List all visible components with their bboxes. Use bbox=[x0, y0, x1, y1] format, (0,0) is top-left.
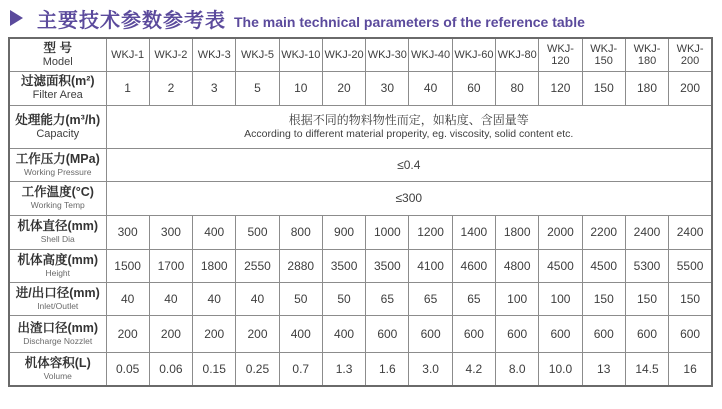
param-label-cell bbox=[9, 215, 106, 249]
value-cell: 65 bbox=[452, 282, 495, 315]
value-cell: 600 bbox=[539, 315, 582, 352]
value-cell: 0.05 bbox=[106, 352, 149, 386]
value-cell: 3500 bbox=[322, 249, 365, 282]
value-cell: 600 bbox=[625, 315, 668, 352]
value-cell: 5300 bbox=[625, 249, 668, 282]
param-label-cell bbox=[9, 71, 106, 105]
param-label-en: Shell Dia bbox=[40, 234, 75, 244]
model-header-cell: WKJ-120 bbox=[539, 38, 582, 71]
value-cell: 300 bbox=[149, 215, 192, 249]
value-cell: 150 bbox=[669, 282, 712, 315]
table-row bbox=[9, 249, 712, 282]
value-cell: 10 bbox=[279, 71, 322, 105]
value-cell: 180 bbox=[625, 71, 668, 105]
merged-value: ≤300 bbox=[395, 191, 423, 205]
param-label-zh: 机体直径(mm) bbox=[17, 219, 99, 233]
value-cell: 2550 bbox=[236, 249, 279, 282]
table-header-row bbox=[9, 38, 712, 71]
value-cell: 65 bbox=[366, 282, 409, 315]
table-row bbox=[9, 352, 712, 386]
value-cell: 900 bbox=[322, 215, 365, 249]
param-label-cell bbox=[9, 282, 106, 315]
value-cell: 2200 bbox=[582, 215, 625, 249]
value-cell: 1800 bbox=[496, 215, 539, 249]
value-cell: 200 bbox=[193, 315, 236, 352]
value-cell: 16 bbox=[669, 352, 712, 386]
value-cell: 2400 bbox=[669, 215, 712, 249]
model-label-en: Model bbox=[42, 55, 73, 68]
param-label-zh: 过滤面积(m²) bbox=[20, 74, 95, 88]
value-cell: 40 bbox=[193, 282, 236, 315]
merged-value-cell bbox=[106, 181, 712, 215]
param-label-en: Working Pressure bbox=[24, 166, 92, 177]
value-cell: 400 bbox=[193, 215, 236, 249]
value-cell: 600 bbox=[582, 315, 625, 352]
param-label-cell bbox=[9, 105, 106, 148]
value-cell: 4.2 bbox=[452, 352, 495, 386]
value-cell: 600 bbox=[409, 315, 452, 352]
value-cell: 150 bbox=[582, 71, 625, 105]
value-cell: 800 bbox=[279, 215, 322, 249]
value-cell: 120 bbox=[539, 71, 582, 105]
value-cell: 30 bbox=[366, 71, 409, 105]
value-cell: 400 bbox=[279, 315, 322, 352]
value-cell: 0.06 bbox=[149, 352, 192, 386]
model-label-zh: 型 号 bbox=[43, 40, 72, 55]
param-label-en: Inlet/Outlet bbox=[37, 300, 79, 311]
model-header-cell: WKJ-20 bbox=[322, 38, 365, 71]
value-cell: 100 bbox=[496, 282, 539, 315]
value-cell: 1500 bbox=[106, 249, 149, 282]
title-english: The main technical parameters of the reference table bbox=[234, 13, 585, 30]
param-label-en: Filter Area bbox=[32, 89, 83, 101]
value-cell: 200 bbox=[669, 71, 712, 105]
model-header-cell: WKJ-180 bbox=[625, 38, 668, 71]
value-cell: 200 bbox=[106, 315, 149, 352]
right-triangle-icon bbox=[10, 10, 23, 26]
value-cell: 8.0 bbox=[496, 352, 539, 386]
merged-value: ≤0.4 bbox=[397, 157, 421, 172]
value-cell: 14.5 bbox=[625, 352, 668, 386]
value-cell: 20 bbox=[322, 71, 365, 105]
model-header-cell: WKJ-40 bbox=[409, 38, 452, 71]
param-label-cell bbox=[9, 249, 106, 282]
value-cell: 4100 bbox=[409, 249, 452, 282]
value-cell: 1000 bbox=[366, 215, 409, 249]
value-cell: 3500 bbox=[366, 249, 409, 282]
param-label-cell bbox=[9, 315, 106, 352]
value-cell: 100 bbox=[539, 282, 582, 315]
value-cell: 4500 bbox=[582, 249, 625, 282]
param-label-zh: 工作温度(°C) bbox=[21, 185, 94, 199]
model-header-cell: WKJ-2 bbox=[149, 38, 192, 71]
param-label-en: Height bbox=[45, 267, 71, 278]
value-cell: 2000 bbox=[539, 215, 582, 249]
value-cell: 40 bbox=[409, 71, 452, 105]
value-cell: 600 bbox=[669, 315, 712, 352]
param-label-zh: 处理能力(m³/h) bbox=[15, 112, 101, 127]
value-cell: 1.3 bbox=[322, 352, 365, 386]
value-cell: 500 bbox=[236, 215, 279, 249]
model-header-cell: WKJ-200 bbox=[669, 38, 712, 71]
value-cell: 60 bbox=[452, 71, 495, 105]
value-cell: 1800 bbox=[193, 249, 236, 282]
parameters-table bbox=[8, 37, 713, 387]
value-cell: 600 bbox=[366, 315, 409, 352]
value-cell: 0.25 bbox=[236, 352, 279, 386]
model-header-cell: WKJ-10 bbox=[279, 38, 322, 71]
title-chinese: 主要技术参数参考表 bbox=[37, 9, 226, 32]
value-cell: 50 bbox=[322, 282, 365, 315]
table-row bbox=[9, 105, 712, 148]
value-cell: 200 bbox=[149, 315, 192, 352]
value-cell: 200 bbox=[236, 315, 279, 352]
value-cell: 3 bbox=[193, 71, 236, 105]
value-cell: 300 bbox=[106, 215, 149, 249]
param-label-cell bbox=[9, 148, 106, 181]
value-cell: 3.0 bbox=[409, 352, 452, 386]
merged-text-en: According to different material properity, eg. viscosity, solid content etc. bbox=[244, 127, 574, 140]
param-label-zh: 进/出口径(mm) bbox=[15, 285, 100, 300]
value-cell: 4500 bbox=[539, 249, 582, 282]
value-cell: 2880 bbox=[279, 249, 322, 282]
table-row bbox=[9, 215, 712, 249]
table-row bbox=[9, 148, 712, 181]
value-cell: 1.6 bbox=[366, 352, 409, 386]
value-cell: 5 bbox=[236, 71, 279, 105]
model-header-cell: WKJ-60 bbox=[452, 38, 495, 71]
merged-value-cell bbox=[106, 105, 712, 148]
table-row bbox=[9, 315, 712, 352]
model-header-cell: WKJ-30 bbox=[366, 38, 409, 71]
param-label-en: Discharge Nozzlet bbox=[23, 335, 93, 346]
table-row bbox=[9, 181, 712, 215]
value-cell: 4600 bbox=[452, 249, 495, 282]
value-cell: 4800 bbox=[496, 249, 539, 282]
param-label-en: Volume bbox=[43, 370, 72, 381]
model-header-cell: WKJ-1 bbox=[106, 38, 149, 71]
param-label-zh: 出渣口径(mm) bbox=[17, 320, 99, 335]
merged-text-zh: 根据不同的物料物性而定，如粘度、含固量等 bbox=[288, 112, 529, 127]
value-cell: 50 bbox=[279, 282, 322, 315]
param-label-cell bbox=[9, 181, 106, 215]
model-header-cell: WKJ-80 bbox=[496, 38, 539, 71]
value-cell: 150 bbox=[625, 282, 668, 315]
page-title bbox=[0, 0, 722, 34]
value-cell: 10.0 bbox=[539, 352, 582, 386]
param-label-zh: 机体高度(mm) bbox=[17, 252, 99, 267]
value-cell: 13 bbox=[582, 352, 625, 386]
model-header-cell: WKJ-3 bbox=[193, 38, 236, 71]
value-cell: 40 bbox=[236, 282, 279, 315]
model-header-cell: WKJ-150 bbox=[582, 38, 625, 71]
value-cell: 150 bbox=[582, 282, 625, 315]
value-cell: 40 bbox=[106, 282, 149, 315]
param-label-en: Capacity bbox=[36, 127, 80, 140]
value-cell: 600 bbox=[452, 315, 495, 352]
value-cell: 400 bbox=[322, 315, 365, 352]
param-label-zh: 机体容积(L) bbox=[24, 355, 91, 370]
value-cell: 2400 bbox=[625, 215, 668, 249]
value-cell: 1 bbox=[106, 71, 149, 105]
value-cell: 40 bbox=[149, 282, 192, 315]
value-cell: 65 bbox=[409, 282, 452, 315]
param-label-zh: 工作压力(MPa) bbox=[15, 151, 100, 166]
param-label-cell bbox=[9, 352, 106, 386]
param-label-en: Working Temp bbox=[30, 200, 85, 210]
model-label-cell bbox=[9, 38, 106, 71]
value-cell: 1700 bbox=[149, 249, 192, 282]
value-cell: 600 bbox=[496, 315, 539, 352]
value-cell: 1200 bbox=[409, 215, 452, 249]
value-cell: 0.15 bbox=[193, 352, 236, 386]
table-row bbox=[9, 282, 712, 315]
value-cell: 5500 bbox=[669, 249, 712, 282]
model-header-cell: WKJ-5 bbox=[236, 38, 279, 71]
table-row bbox=[9, 71, 712, 105]
value-cell: 80 bbox=[496, 71, 539, 105]
merged-value-cell bbox=[106, 148, 712, 181]
value-cell: 1400 bbox=[452, 215, 495, 249]
value-cell: 0.7 bbox=[279, 352, 322, 386]
value-cell: 2 bbox=[149, 71, 192, 105]
